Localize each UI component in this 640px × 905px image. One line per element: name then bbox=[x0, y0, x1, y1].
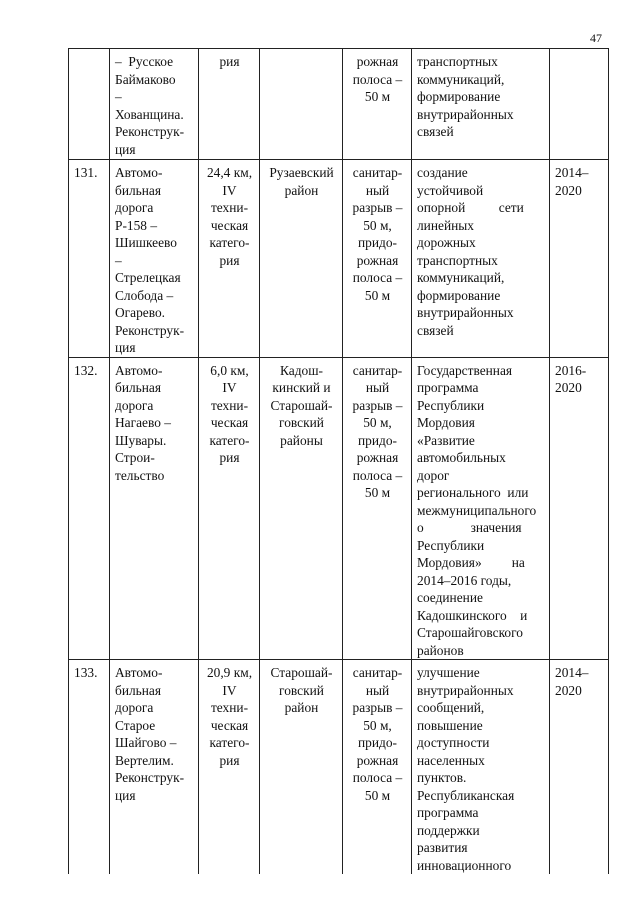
cell-purpose: Государственная программа Республики Мордовия «Развитие автомобильных дорог регионального или межмуниципального о значения Республики Мордовия» на 2014–2016 годы, соединение Кадошкинского и Старошайговского районов bbox=[412, 357, 550, 660]
table-row bbox=[69, 49, 609, 160]
projects-table bbox=[68, 48, 609, 874]
page-number: 47 bbox=[590, 31, 602, 45]
table-row bbox=[69, 357, 609, 660]
table-row bbox=[69, 160, 609, 358]
cell-purpose: создание устойчивой опорной сети линейных дорожных транспортных коммуникаций, формирование внутрирайонных связей bbox=[412, 160, 550, 358]
cell-number: 131. bbox=[69, 160, 110, 358]
cell-district: Рузаевский район bbox=[260, 160, 343, 358]
cell-road-name: – Русское Баймаково – Хованщина. Реконструк- ция bbox=[110, 49, 199, 160]
cell-protection-zone: рожная полоса – 50 м bbox=[343, 49, 412, 160]
cell-years bbox=[550, 49, 609, 160]
cell-number bbox=[69, 49, 110, 160]
cell-protection-zone: санитар- ный разрыв – 50 м, придо- рожная полоса – 50 м bbox=[343, 357, 412, 660]
table-row bbox=[69, 660, 609, 875]
cell-number: 133. bbox=[69, 660, 110, 875]
cell-district: Кадош- кинский и Старошай- говский районы bbox=[260, 357, 343, 660]
cell-purpose: улучшение внутрирайонных сообщений, повышение доступности населенных пунктов. Республиканская программа поддержки развития инновационного bbox=[412, 660, 550, 875]
cell-road-name: Автомо- бильная дорога Р-158 – Шишкеево – Стрелецкая Слобода – Огарево. Реконструк- ция bbox=[110, 160, 199, 358]
cell-length-category: 24,4 км, IV техни- ческая катего- рия bbox=[199, 160, 260, 358]
cell-number: 132. bbox=[69, 357, 110, 660]
cell-purpose: транспортных коммуникаций, формирование внутрирайонных связей bbox=[412, 49, 550, 160]
cell-length-category: 20,9 км, IV техни- ческая катего- рия bbox=[199, 660, 260, 875]
cell-road-name: Автомо- бильная дорога Старое Шайгово – Вертелим. Реконструк- ция bbox=[110, 660, 199, 875]
cell-protection-zone: санитар- ный разрыв – 50 м, придо- рожная полоса – 50 м bbox=[343, 160, 412, 358]
cell-district: Старошай- говский район bbox=[260, 660, 343, 875]
cell-road-name: Автомо- бильная дорога Нагаево – Шувары. Строи- тельство bbox=[110, 357, 199, 660]
cell-length-category: 6,0 км, IV техни- ческая катего- рия bbox=[199, 357, 260, 660]
cell-district bbox=[260, 49, 343, 160]
cell-years: 2014– 2020 bbox=[550, 160, 609, 358]
cell-length-category: рия bbox=[199, 49, 260, 160]
cell-years: 2016- 2020 bbox=[550, 357, 609, 660]
cell-years: 2014– 2020 bbox=[550, 660, 609, 875]
cell-protection-zone: санитар- ный разрыв – 50 м, придо- рожная полоса – 50 м bbox=[343, 660, 412, 875]
